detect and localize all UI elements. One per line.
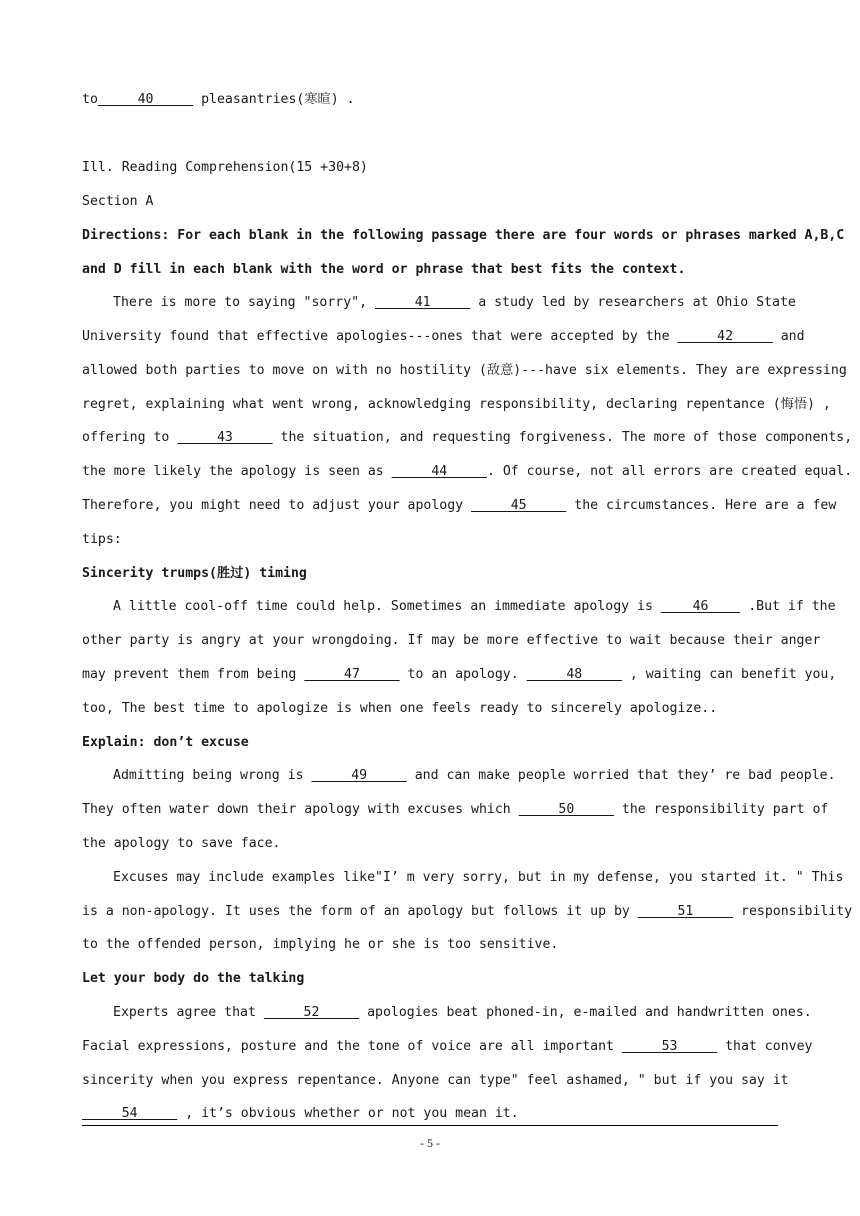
text: the more likely the apology is seen as	[82, 464, 392, 479]
text: and can make people worried that they’ re bad people.	[406, 768, 836, 783]
blank-54[interactable]: 54	[82, 1106, 178, 1121]
text: is a non-apology. It uses the form of an apology but follows it up by	[82, 904, 638, 919]
text: , it’s obvious whether or not you mean it.	[177, 1106, 519, 1121]
passage-line	[82, 497, 837, 515]
blank-40[interactable]: 40	[97, 92, 194, 107]
section-a-heading: Section A	[82, 194, 154, 209]
text: apologies beat phoned-in, e-mailed and handwritten ones.	[359, 1005, 812, 1020]
blank-49[interactable]: 49	[311, 768, 407, 783]
text: There is more to saying "sorry",	[113, 295, 376, 310]
subheading-body: Let your body do the talking	[82, 971, 305, 986]
text: a study led by researchers at Ohio State	[470, 295, 796, 310]
section-title: Ill. Reading Comprehension(15 +30+8)	[82, 160, 368, 175]
passage-line	[82, 429, 853, 447]
passage-line	[82, 903, 853, 921]
text: may prevent them from being	[82, 667, 305, 682]
directions-line-1: Directions: For each blank in the following passage there are four words or phrases marked A,B,C	[82, 228, 845, 243]
blank-53[interactable]: 53	[621, 1039, 718, 1054]
passage-line: regret, explaining what went wrong, acknowledging responsibility, declaring repentance (悔悟) ,	[82, 397, 831, 412]
blank-45[interactable]: 45	[471, 498, 567, 513]
blank-48[interactable]: 48	[526, 667, 622, 682]
passage-line: allowed both parties to move on with no hostility (敌意)---have six elements. They are expressing	[82, 363, 847, 378]
passage-line	[82, 598, 836, 616]
text: and	[772, 329, 805, 344]
text: . Of course, not all errors are created equal.	[486, 464, 853, 479]
passage-line: tips:	[82, 532, 122, 547]
text: to	[82, 92, 98, 107]
text: the responsibility part of	[613, 802, 829, 817]
passage-line: other party is angry at your wrongdoing. If may be more effective to wait because their anger	[82, 633, 821, 648]
text: that convey	[717, 1039, 813, 1054]
passage-line: too, The best time to apologize is when one feels ready to sincerely apologize..	[82, 701, 718, 716]
passage-line	[82, 463, 853, 481]
text: Therefore, you might need to adjust your apology	[82, 498, 472, 513]
blank-50[interactable]: 50	[518, 802, 614, 817]
passage-line	[82, 1004, 812, 1022]
passage-line: the apology to save face.	[82, 836, 281, 851]
passage-line	[82, 801, 829, 819]
directions-line-2: and D fill in each blank with the word or phrase that best fits the context.	[82, 262, 686, 277]
subheading-explain: Explain: don’t excuse	[82, 735, 249, 750]
passage-line: sincerity when you express repentance. Anyone can type" feel ashamed, " but if you say it	[82, 1073, 789, 1088]
blank-42[interactable]: 42	[677, 329, 773, 344]
passage-line: to the offended person, implying he or she is too sensitive.	[82, 937, 559, 952]
blank-44[interactable]: 44	[391, 464, 487, 479]
text: Admitting being wrong is	[113, 768, 312, 783]
passage-line	[82, 1038, 813, 1056]
text: responsibility	[733, 904, 853, 919]
text: Facial expressions, posture and the tone of voice are all important	[82, 1039, 622, 1054]
page-number: - 5 -	[420, 1136, 440, 1150]
text: University found that effective apologies---ones that were accepted by the	[82, 329, 678, 344]
passage-line: Excuses may include examples like"I’ m very sorry, but in my defense, you started it. " This	[113, 870, 844, 885]
blank-51[interactable]: 51	[637, 904, 734, 919]
text: , waiting can benefit you,	[621, 667, 837, 682]
text: .But if the	[740, 599, 836, 614]
text: pleasantries(寒暄) .	[193, 92, 355, 107]
passage-line	[82, 294, 796, 312]
text: the circumstances. Here are a few	[566, 498, 837, 513]
text: to an apology.	[399, 667, 527, 682]
subheading-sincerity: Sincerity trumps(胜过) timing	[82, 566, 307, 581]
blank-41[interactable]: 41	[375, 295, 471, 310]
passage-line	[82, 328, 805, 346]
text: A little cool-off time could help. Sometimes an immediate apology is	[113, 599, 661, 614]
passage-line	[82, 767, 836, 785]
text: the situation, and requesting forgiveness. The more of those components,	[272, 430, 853, 445]
blank-43[interactable]: 43	[177, 430, 273, 445]
text: offering to	[82, 430, 178, 445]
blank-52[interactable]: 52	[263, 1005, 360, 1020]
passage-line	[82, 666, 837, 684]
blank-46[interactable]: 46	[660, 599, 741, 614]
passage-line	[82, 1105, 519, 1123]
text: They often water down their apology with excuses which	[82, 802, 519, 817]
text: Experts agree that	[113, 1005, 264, 1020]
passage-line	[82, 91, 355, 109]
blank-47[interactable]: 47	[304, 667, 400, 682]
footer-divider	[82, 1125, 778, 1126]
